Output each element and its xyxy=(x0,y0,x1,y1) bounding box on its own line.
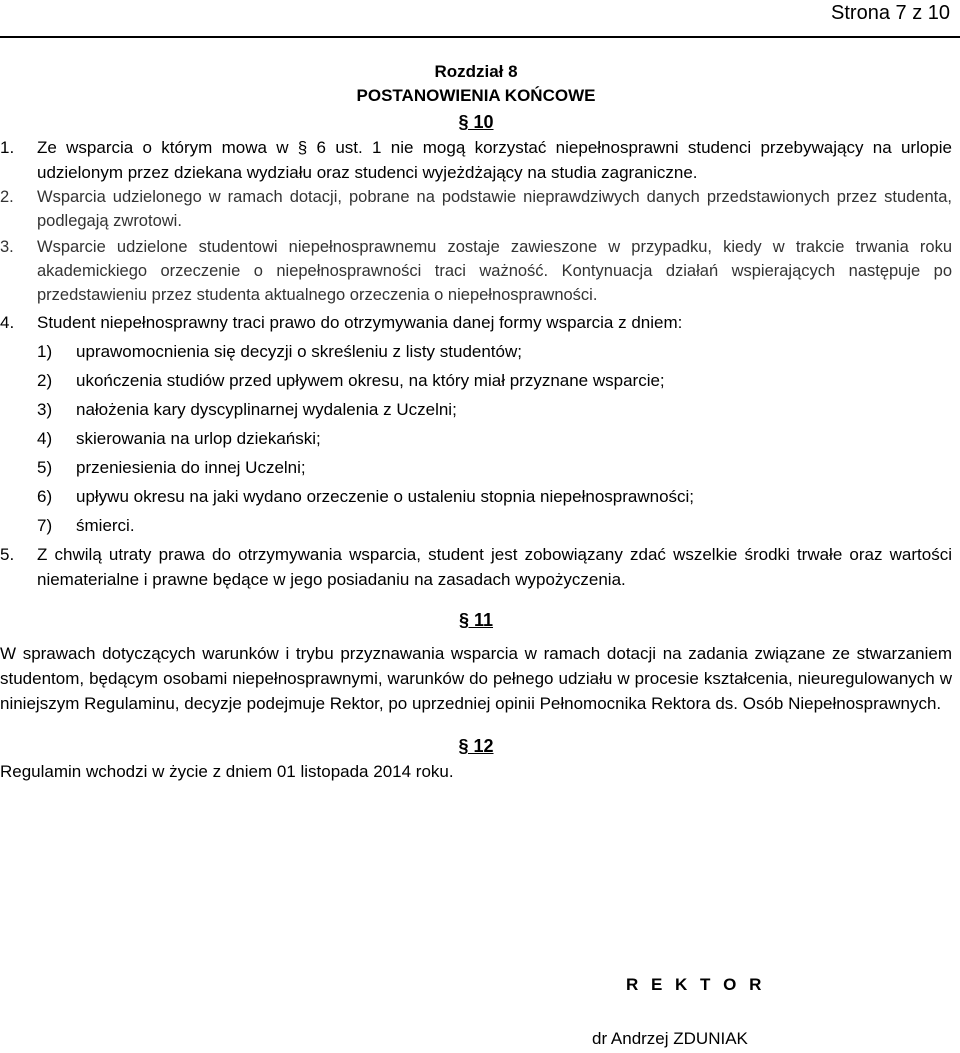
sub-list-item xyxy=(0,366,952,395)
item-text: Z chwilą utraty prawa do otrzymywania wsparcia, student jest zobowiązany zdać wszelkie środki trwałe oraz wartości niematerialne i prawne będące w jego posiadaniu na zasadach wypożyczenia. xyxy=(37,545,952,589)
sub-list-item xyxy=(0,511,952,540)
list-item xyxy=(0,135,952,185)
list-item xyxy=(0,235,952,307)
section-12-title: § 12 xyxy=(458,736,494,756)
sub-item-number: 4) xyxy=(37,429,53,448)
section-10-heading xyxy=(0,110,952,135)
sub-item-number: 5) xyxy=(37,458,53,477)
item-number: 2. xyxy=(0,188,14,206)
signature-name: dr Andrzej ZDUNIAK xyxy=(592,1029,748,1048)
item-number: 1. xyxy=(0,138,15,157)
sub-item-text: upływu okresu na jaki wydano orzeczenie o ustaleniu stopnia niepełnosprawności; xyxy=(76,487,695,506)
sub-item-text: przeniesienia do innej Uczelni; xyxy=(76,458,306,477)
sub-list-item xyxy=(0,453,952,482)
sub-item-text: nałożenia kary dyscyplinarnej wydalenia z Uczelni; xyxy=(76,400,457,419)
sub-list-item xyxy=(0,424,952,453)
section-12-paragraph: Regulamin wchodzi w życie z dniem 01 listopada 2014 roku. xyxy=(0,762,454,781)
item-number: 4. xyxy=(0,313,15,332)
section-11-heading xyxy=(0,608,952,633)
sub-list-item xyxy=(0,395,952,424)
page-number: Strona 7 z 10 xyxy=(831,2,950,24)
sub-item-number: 7) xyxy=(37,516,53,535)
list-item xyxy=(0,309,952,337)
sub-item-number: 1) xyxy=(37,342,53,361)
sub-item-text: uprawomocnienia się decyzji o skreśleniu z listy studentów; xyxy=(76,342,522,361)
chapter-subtitle: POSTANOWIENIA KOŃCOWE xyxy=(356,86,596,105)
sub-item-number: 3) xyxy=(37,400,53,419)
sub-list-item xyxy=(0,337,952,366)
chapter-title: Rozdział 8 xyxy=(434,62,518,81)
page-header xyxy=(0,0,960,38)
section-10-title: § 10 xyxy=(458,112,494,132)
section-12-heading xyxy=(0,734,952,759)
sub-item-number: 6) xyxy=(37,487,53,506)
item-number: 5. xyxy=(0,545,15,564)
section-11-title: § 11 xyxy=(458,610,494,630)
sub-list-item xyxy=(0,482,952,511)
item-text: Wsparcie udzielone studentowi niepełnosprawnemu zostaje zawieszone w przypadku, kiedy w trakcie trwania roku akademickiego orzeczenie o niepełnosprawności traci ważność. Kontynuacja działań wspierających następuje po przedstawieniu przez studenta aktualnego orzeczenia o niepełnosprawności. xyxy=(37,238,952,304)
sub-item-text: śmierci. xyxy=(76,516,135,535)
list-item xyxy=(0,542,952,592)
item-text: Wsparcia udzielonego w ramach dotacji, pobrane na podstawie nieprawdziwych danych przedstawionych przez studenta, podlegają zwrotowi. xyxy=(37,188,952,230)
sub-item-text: ukończenia studiów przed upływem okresu, na który miał przyznane wsparcie; xyxy=(76,371,665,390)
item-number: 3. xyxy=(0,238,14,256)
sub-item-text: skierowania na urlop dziekański; xyxy=(76,429,321,448)
sub-item-number: 2) xyxy=(37,371,53,390)
item-text: Ze wsparcia o którym mowa w § 6 ust. 1 nie mogą korzystać niepełnosprawni studenci przebywający na urlopie udzielonym przez dziekana wydziału oraz studenci wyjeżdżający na studia zagraniczne. xyxy=(37,138,952,182)
signature-role: R E K T O R xyxy=(626,975,766,994)
document-body xyxy=(0,60,952,784)
section-11-paragraph: W sprawach dotyczących warunków i trybu przyznawania wsparcia w ramach dotacji na zadania związane ze stwarzaniem studentom, będącym osobami niepełnosprawnymi, warunków do pełnego udziału w procesie kształcenia, nieuregulowanych w niniejszym Regulaminu, decyzje podejmuje Rektor, po uprzedniej opinii Pełnomocnika Rektora ds. Osób Niepełnosprawnych. xyxy=(0,644,952,713)
item-text: Student niepełnosprawny traci prawo do otrzymywania danej formy wsparcia z dniem: xyxy=(37,313,683,332)
list-item xyxy=(0,185,952,233)
